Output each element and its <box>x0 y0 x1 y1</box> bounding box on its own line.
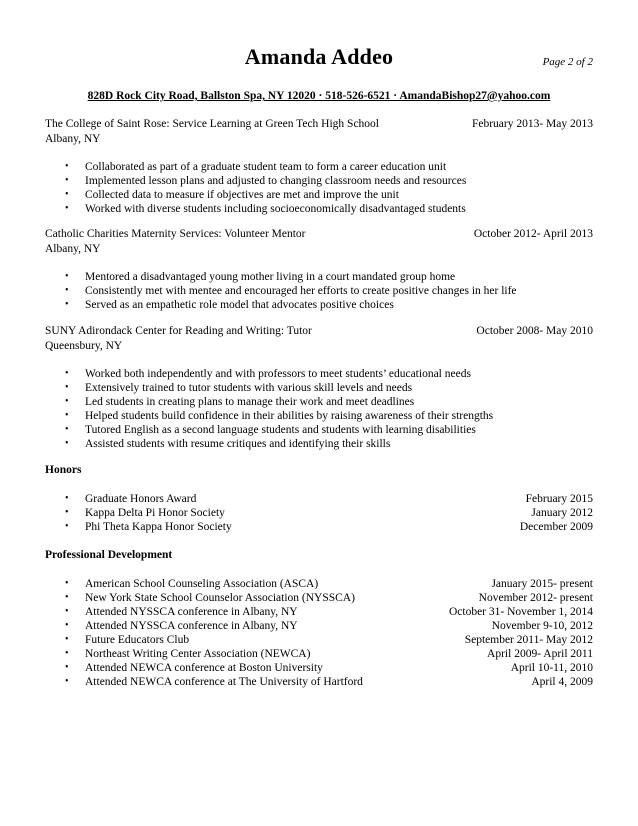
bullet-icon: • <box>65 285 69 296</box>
experience-location: Albany, NY <box>45 132 101 145</box>
bullet-icon: • <box>65 647 69 659</box>
list-item: • Future Educators Club September 2011- May 2012 <box>65 633 593 646</box>
list-item: • Led students in creating plans to manage their work and meet deadlines <box>65 396 415 408</box>
list-item: • Collaborated as part of a graduate student team to form a career education unit <box>65 161 447 173</box>
list-item: • Attended NYSSCA conference in Albany, NY November 9-10, 2012 <box>65 619 593 632</box>
list-item: • Worked with diverse students including socioeconomically disadvantaged students <box>65 203 466 215</box>
experience-dates: February 2013- May 2013 <box>471 118 593 130</box>
list-item: • Mentored a disadvantaged young mother living in a court mandated group home <box>65 271 456 283</box>
contact-line: 828D Rock City Road, Ballston Spa, NY 12020 · 518-526-6521 · AmandaBishop27@yahoo.com <box>87 90 551 102</box>
experience-title: SUNY Adirondack Center for Reading and Writing: Tutor <box>45 325 312 337</box>
experience-title: The College of Saint Rose: Service Learning at Green Tech High School <box>45 118 379 130</box>
bullet-icon: • <box>65 633 69 645</box>
list-item: • Graduate Honors Award February 2015 <box>65 492 593 505</box>
experience-bullets <box>45 270 593 312</box>
experience-title: Catholic Charities Maternity Services: Volunteer Mentor <box>45 228 306 240</box>
bullet-icon: • <box>65 203 69 214</box>
bullet-icon: • <box>65 161 69 172</box>
list-item: • Northeast Writing Center Association (NEWCA) April 2009- April 2011 <box>65 647 593 660</box>
bullet-icon: • <box>65 675 69 687</box>
list-item: • Consistently met with mentee and encouraged her efforts to create positive changes in her life <box>65 285 517 297</box>
experience-entry <box>45 227 593 312</box>
bullet-icon: • <box>65 492 69 504</box>
bullet-icon: • <box>65 520 69 532</box>
list-item: • Tutored English as a second language students and students with learning disabilities <box>65 424 476 436</box>
list-item: • Collected data to measure if objectives are met and improve the unit <box>65 189 399 201</box>
list-item: • Helped students build confidence in their abilities by raising awareness of their strengths <box>65 410 494 422</box>
bullet-icon: • <box>65 605 69 617</box>
bullet-icon: • <box>65 175 69 186</box>
experience-location: Albany, NY <box>45 242 101 255</box>
professional-development-section <box>45 548 593 689</box>
experience-location: Queensbury, NY <box>45 339 123 352</box>
list-item: • Kappa Delta Pi Honor Society January 2012 <box>65 506 593 519</box>
list-item: • Served as an empathetic role model that advocates positive choices <box>65 299 394 311</box>
bullet-icon: • <box>65 396 69 407</box>
experience-dates: October 2012- April 2013 <box>473 228 593 240</box>
bullet-icon: • <box>65 506 69 518</box>
experience-dates: October 2008- May 2010 <box>476 325 593 337</box>
section-heading: Professional Development <box>45 549 173 561</box>
list-item: • Assisted students with resume critiques and identifying their skills <box>65 438 391 450</box>
bullet-icon: • <box>65 368 69 379</box>
list-item: • Extensively trained to tutor students with various skill levels and needs <box>65 382 413 394</box>
list-item: • New York State School Counselor Association (NYSSCA) November 2012- present <box>65 591 593 604</box>
bullet-icon: • <box>65 591 69 603</box>
bullet-icon: • <box>65 271 69 282</box>
list-item: • American School Counseling Association (ASCA) January 2015- present <box>65 577 593 590</box>
bullet-icon: • <box>65 299 69 310</box>
professional-development-list <box>45 577 593 689</box>
list-item: • Phi Theta Kappa Honor Society December 2009 <box>65 520 593 533</box>
bullet-icon: • <box>65 382 69 393</box>
page-number: Page 2 of 2 <box>542 56 593 68</box>
list-item: • Worked both independently and with professors to meet students’ educational needs <box>65 368 471 380</box>
list-item: • Attended NYSSCA conference in Albany, NY October 31- November 1, 2014 <box>65 605 593 618</box>
bullet-icon: • <box>65 438 69 449</box>
list-item: • Attended NEWCA conference at The University of Hartford April 4, 2009 <box>65 675 593 688</box>
honors-section <box>45 463 593 534</box>
bullet-icon: • <box>65 577 69 589</box>
bullet-icon: • <box>65 410 69 421</box>
list-item: • Implemented lesson plans and adjusted to changing classroom needs and resources <box>65 175 467 187</box>
experience-bullets <box>45 160 593 216</box>
honors-list <box>45 492 593 534</box>
bullet-icon: • <box>65 661 69 673</box>
experience-entry <box>45 324 593 451</box>
bullet-icon: • <box>65 189 69 200</box>
experience-bullets <box>45 367 593 451</box>
bullet-icon: • <box>65 619 69 631</box>
candidate-name: Amanda Addeo <box>244 44 394 69</box>
section-heading: Honors <box>45 464 82 476</box>
list-item: • Attended NEWCA conference at Boston University April 10-11, 2010 <box>65 661 593 674</box>
bullet-icon: • <box>65 424 69 435</box>
experience-entry <box>45 117 593 216</box>
